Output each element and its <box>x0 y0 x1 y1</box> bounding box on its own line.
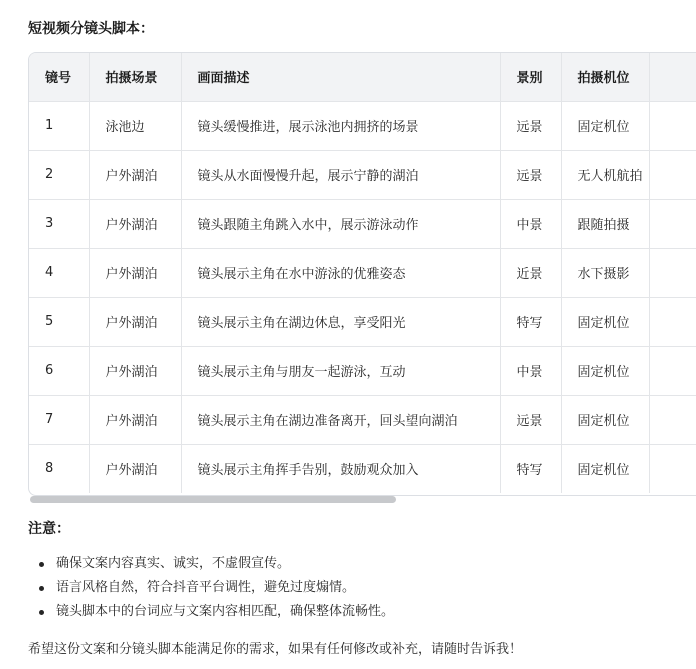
cell-shot-number: 4 <box>29 248 89 297</box>
cell-shot-number: 5 <box>29 297 89 346</box>
cell-scene: 户外湖泊 <box>89 346 181 395</box>
cell-scene: 户外湖泊 <box>89 444 181 493</box>
notes-list <box>28 552 394 624</box>
cell-scene: 户外湖泊 <box>89 395 181 444</box>
cell-camera-position: 跟随拍摄 <box>561 199 649 248</box>
column-header-shot-size: 景别 <box>500 53 561 101</box>
cell-overflow <box>649 444 696 493</box>
cell-description: 镜头展示主角在水中游泳的优雅姿态 <box>181 248 500 297</box>
cell-shot-size: 中景 <box>500 199 561 248</box>
table-row <box>29 346 696 395</box>
column-header-shot-number: 镜号 <box>29 53 89 101</box>
cell-shot-number: 3 <box>29 199 89 248</box>
cell-camera-position: 固定机位 <box>561 297 649 346</box>
cell-scene: 户外湖泊 <box>89 297 181 346</box>
cell-shot-size: 中景 <box>500 346 561 395</box>
scrollbar-thumb[interactable] <box>30 496 396 503</box>
cell-camera-position: 固定机位 <box>561 444 649 493</box>
shot-script-table-container[interactable] <box>28 52 696 496</box>
cell-camera-position: 无人机航拍 <box>561 150 649 199</box>
cell-overflow <box>649 346 696 395</box>
cell-camera-position: 水下摄影 <box>561 248 649 297</box>
table-header-row <box>29 53 696 101</box>
shot-script-table <box>29 53 696 493</box>
cell-description: 镜头缓慢推进，展示泳池内拥挤的场景 <box>181 101 500 150</box>
table-row <box>29 199 696 248</box>
cell-overflow <box>649 395 696 444</box>
list-item <box>28 552 394 576</box>
cell-shot-size: 远景 <box>500 101 561 150</box>
list-item-text: 镜头脚本中的台词应与文案内容相匹配，确保整体流畅性。 <box>56 604 395 619</box>
cell-shot-size: 特写 <box>500 297 561 346</box>
cell-scene: 户外湖泊 <box>89 199 181 248</box>
table-row <box>29 248 696 297</box>
cell-shot-number: 8 <box>29 444 89 493</box>
section-heading: 短视频分镜头脚本： <box>28 21 154 37</box>
cell-description: 镜头展示主角在湖边休息，享受阳光 <box>181 297 500 346</box>
cell-description: 镜头展示主角与朋友一起游泳，互动 <box>181 346 500 395</box>
bullet-icon <box>39 586 44 591</box>
cell-camera-position: 固定机位 <box>561 395 649 444</box>
table-row <box>29 101 696 150</box>
cell-camera-position: 固定机位 <box>561 346 649 395</box>
cell-shot-size: 特写 <box>500 444 561 493</box>
table-row <box>29 150 696 199</box>
cell-scene: 泳池边 <box>89 101 181 150</box>
list-item <box>28 600 394 624</box>
cell-description: 镜头跟随主角跳入水中，展示游泳动作 <box>181 199 500 248</box>
cell-description: 镜头展示主角在湖边准备离开，回头望向湖泊 <box>181 395 500 444</box>
cell-overflow <box>649 248 696 297</box>
table-row <box>29 297 696 346</box>
table-horizontal-scrollbar[interactable] <box>28 496 696 504</box>
cell-scene: 户外湖泊 <box>89 248 181 297</box>
cell-description: 镜头展示主角挥手告别，鼓励观众加入 <box>181 444 500 493</box>
table-row <box>29 395 696 444</box>
column-header-description: 画面描述 <box>181 53 500 101</box>
cell-shot-number: 6 <box>29 346 89 395</box>
column-header-camera-position: 拍摄机位 <box>561 53 649 101</box>
cell-shot-size: 近景 <box>500 248 561 297</box>
table-row <box>29 444 696 493</box>
cell-shot-number: 1 <box>29 101 89 150</box>
cell-description: 镜头从水面慢慢升起，展示宁静的湖泊 <box>181 150 500 199</box>
list-item-text: 确保文案内容真实、诚实，不虚假宣传。 <box>56 556 291 571</box>
cell-camera-position: 固定机位 <box>561 101 649 150</box>
bullet-icon <box>39 610 44 615</box>
cell-shot-size: 远景 <box>500 395 561 444</box>
cell-overflow <box>649 297 696 346</box>
bullet-icon <box>39 562 44 567</box>
cell-shot-number: 7 <box>29 395 89 444</box>
closing-message: 希望这份文案和分镜头脚本能满足你的需求，如果有任何修改或补充，请随时告诉我！ <box>28 642 523 657</box>
cell-scene: 户外湖泊 <box>89 150 181 199</box>
cell-overflow <box>649 199 696 248</box>
cell-shot-size: 远景 <box>500 150 561 199</box>
column-header-scene: 拍摄场景 <box>89 53 181 101</box>
list-item <box>28 576 394 600</box>
cell-overflow <box>649 150 696 199</box>
column-header-overflow <box>649 53 696 101</box>
cell-shot-number: 2 <box>29 150 89 199</box>
cell-overflow <box>649 101 696 150</box>
list-item-text: 语言风格自然，符合抖音平台调性，避免过度煽情。 <box>56 580 356 595</box>
notes-title: 注意： <box>28 521 70 537</box>
